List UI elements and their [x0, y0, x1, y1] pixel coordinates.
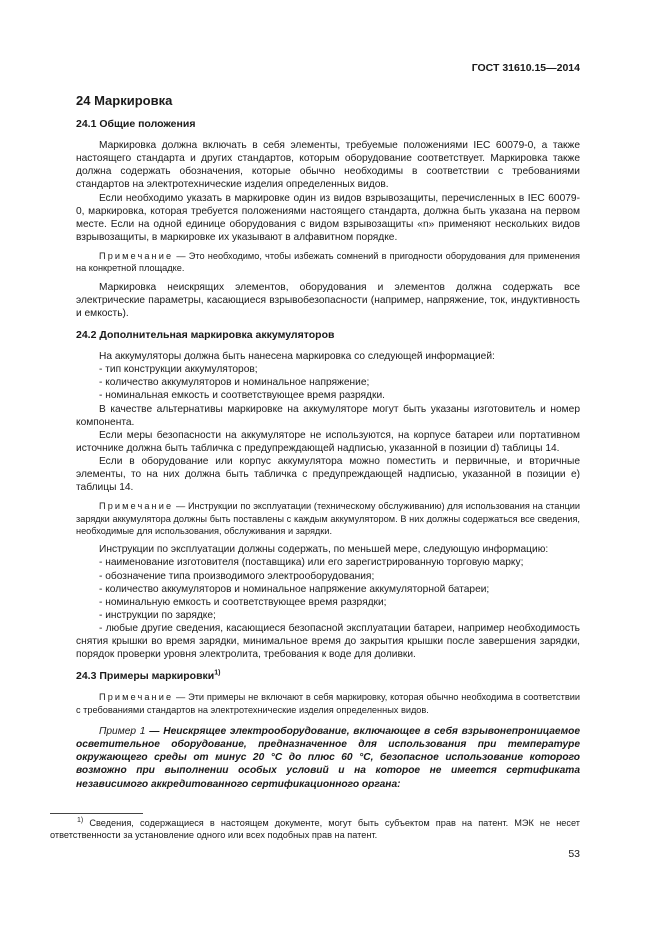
section-24-3-title-text: 24.3 Примеры маркировки: [76, 670, 215, 683]
list-item: - количество аккумуляторов и номинальное напряжение;: [99, 377, 370, 389]
list-item: - тип конструкции аккумуляторов;: [99, 364, 258, 376]
note-text: — Это необходимо, чтобы избежать сомнений в пригодности оборудования для применения на конкретной площадке.: [76, 250, 580, 274]
footnote-text: Сведения, содержащиеся в настоящем документе, могут быть субъектом прав на патент. МЭК не несет ответственности за установление одного или всех подобных прав на патент.: [50, 818, 580, 841]
list-item: - наименование изготовителя (поставщика) или его зарегистрированную торговую марку;: [99, 557, 524, 569]
note-label: Примечание: [99, 692, 174, 703]
paragraph: Если в оборудование или корпус аккумулятора можно поместить и первичные, и вторичные элементы, то на них должна быть табличка с предупреждающей надписью, указанной в позиции e) таблицы 14.: [76, 455, 580, 494]
note-text: — Инструкции по эксплуатации (техническому обслуживанию) для использования на станции зарядки аккумулятора должны быть поставлены с каждым аккумулятором. В них должны содержаться все сведения, необходимые для использования, обслуживания и зарядки.: [76, 501, 580, 536]
paragraph: Маркировка неискрящих элементов, оборудования и элементов должна содержать все электрические параметры, касающиеся взрывобезопасности (например, напряжение, ток, индуктивность и емкость).: [76, 281, 580, 319]
document-header: ГОСТ 31610.15—2014: [471, 62, 580, 74]
list-item: - любые другие сведения, касающиеся безопасной эксплуатации батареи, например необходимость снятия крышки во время зарядки, минимальное время до закрытия крышки после завершения зарядки, порядок проверки уровня электролита, требования к воде для доливки.: [76, 622, 580, 661]
example-text: — Неискрящее электрооборудование, включающее в себя взрывонепроницаемое осветительное оборудование, предназначенное для использования при температуре окружающего среды от минус 20 °С до плюс 60 °С, безопасное использование которого возможно при выполнении особых условий и на которое не имеется сертификата независимого аккредитованного сертификационного органа:: [76, 726, 580, 790]
note: [76, 500, 580, 537]
footnote-divider: [50, 813, 143, 814]
footnote-ref: 1): [214, 669, 221, 677]
paragraph: Инструкции по эксплуатации должны содержать, по меньшей мере, следующую информацию:: [99, 544, 549, 556]
section-24-2-title: 24.2 Дополнительная маркировка аккумуляторов: [76, 329, 335, 342]
page-number: 53: [568, 848, 580, 860]
note-text: — Эти примеры не включают в себя маркировку, которая обычно необходима в соответствии с требованиями стандартов на электротехнические изделия определенных видов.: [76, 692, 580, 715]
paragraph: Маркировка должна включать в себя элементы, требуемые положениями IEC 60079-0, а также настоящего стандарта и других стандартов, которым оборудование соответствует. Маркировка также должна содержать обозначения, которые обычно необходимы в соответствии с требованиями стандартов на электротехнические изделия определенных видов.: [76, 140, 580, 191]
paragraph: На аккумуляторы должна быть нанесена маркировка со следующей информацией:: [99, 351, 495, 363]
example: [76, 725, 580, 790]
note: [76, 250, 580, 275]
note: [76, 691, 580, 716]
section-24-1-title: 24.1 Общие положения: [76, 118, 196, 131]
example-label: Пример 1: [99, 726, 146, 738]
footnote-mark: 1): [77, 816, 84, 824]
page-content: [76, 94, 580, 791]
paragraph: В качестве альтернативы маркировке на аккумуляторе могут быть указаны изготовитель и номер компонента.: [76, 403, 580, 428]
list-item: - количество аккумуляторов и номинальное напряжение аккумуляторной батареи;: [99, 583, 490, 595]
list-item: - номинальная емкость и соответствующее время разрядки.: [99, 390, 385, 402]
list-item: - инструкции по зарядке;: [99, 609, 216, 621]
list-item: - номинальную емкость и соответствующее время разрядки;: [99, 596, 387, 608]
paragraph: Если меры безопасности на аккумуляторе не используются, на корпусе батареи или портативном источнике должна быть табличка с предупреждающей надписью, указанной в позиции d) таблицы 14.: [76, 429, 580, 454]
section-24-title: 24 Маркировка: [76, 93, 173, 108]
paragraph: Если необходимо указать в маркировке один из видов взрывозащиты, перечисленных в IEC 60079-0, маркировка, которая требуется положениями настоящего стандарта, должна быть указана на первом месте. Если на одной единице оборудования с видом взрывозащиты «n» применяют нескольких видов взрывозащиты, в маркировке их указывают в алфавитном порядке.: [76, 192, 580, 243]
footnote: [50, 817, 580, 841]
note-label: Примечание: [99, 501, 174, 512]
note-label: Примечание: [99, 250, 174, 261]
section-24-3-title: [76, 670, 580, 683]
list-item: - обозначение типа производимого электрооборудования;: [99, 570, 375, 582]
